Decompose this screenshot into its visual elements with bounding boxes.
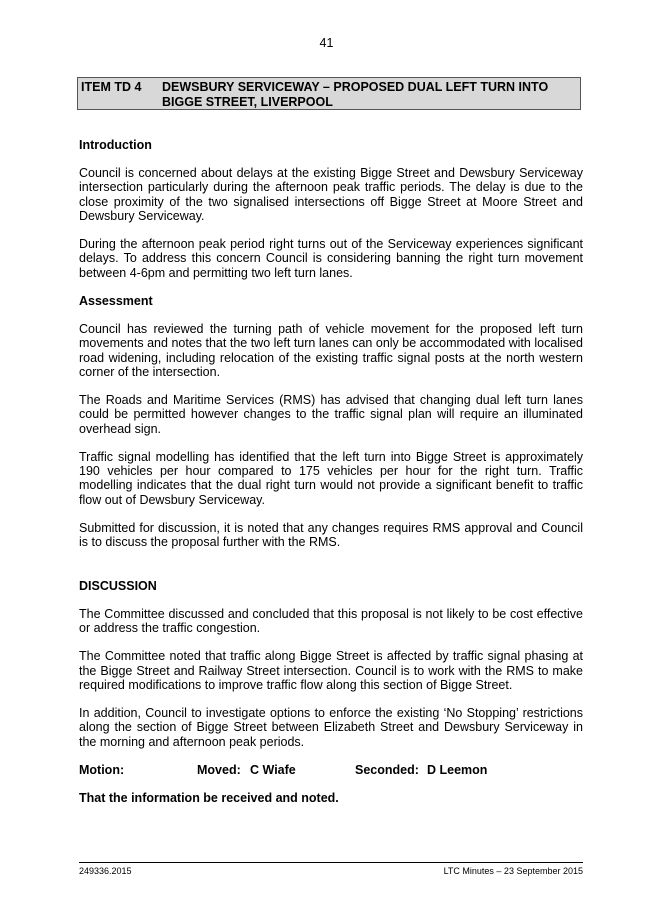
discussion-paragraph: The Committee noted that traffic along Bigge Street is affected by traffic signal phasing at the Bigge Street and Railway Street intersection. Council is to work with the RMS to make required modifications to improve traffic flow along this section of Bigge Street. <box>79 649 583 692</box>
document-body <box>79 138 583 805</box>
assessment-paragraph: Traffic signal modelling has identified that the left turn into Bigge Street is approximately 190 vehicles per hour compared to 175 vehicles per hour for the right turn. Traffic modelling indicates that the dual right turn would not provide a significant benefit to traffic flow out of Dewsbury Serviceway. <box>79 450 583 507</box>
discussion-paragraph: The Committee discussed and concluded that this proposal is not likely to be cost effective or address the traffic congestion. <box>79 606 583 635</box>
assessment-paragraph: Submitted for discussion, it is noted that any changes requires RMS approval and Council is to discuss the proposal further with the RMS. <box>79 521 583 550</box>
page-number: 41 <box>319 36 334 50</box>
seconded-by: D Leemon <box>427 762 488 777</box>
motion-label: Motion: <box>79 762 125 777</box>
assessment-paragraph: The Roads and Maritime Services (RMS) has advised that changing dual left turn lanes could be permitted however changes to the traffic signal plan will require an illuminated overhead sign. <box>79 393 583 436</box>
item-title: DEWSBURY SERVICEWAY – PROPOSED DUAL LEFT TURN INTO BIGGE STREET, LIVERPOOL <box>162 80 549 109</box>
introduction-heading: Introduction <box>79 138 152 152</box>
assessment-paragraph: Council has reviewed the turning path of vehicle movement for the proposed left turn movements and notes that the two left turn lanes can only be accommodated with localised road widening, including relocation of the existing traffic signal posts at the north western corner of the intersection. <box>79 322 583 379</box>
item-code: ITEM TD 4 <box>81 80 142 94</box>
moved-by: C Wiafe <box>250 762 296 777</box>
motion-row <box>79 763 583 778</box>
moved-label: Moved: <box>197 762 241 777</box>
seconded-label: Seconded: <box>355 762 419 777</box>
footer-minutes-ref: LTC Minutes – 23 September 2015 <box>443 866 583 876</box>
introduction-paragraph: Council is concerned about delays at the existing Bigge Street and Dewsbury Serviceway intersection particularly during the afternoon peak traffic periods. The delay is due to the close proximity of the two signalised intersections off Bigge Street at Moore Street and Dewsbury Serviceway. <box>79 166 583 223</box>
item-header-box <box>77 77 581 110</box>
introduction-paragraph: During the afternoon peak period right turns out of the Serviceway experiences significant delays. To address this concern Council is considering banning the right turn movement between 4-6pm and permitting two left turn lanes. <box>79 237 583 280</box>
discussion-paragraph: In addition, Council to investigate options to enforce the existing ‘No Stopping’ restrictions along the section of Bigge Street between Elizabeth Street and Dewsbury Serviceway in the morning and afternoon peak periods. <box>79 706 583 749</box>
resolution-text: That the information be received and noted. <box>79 790 339 805</box>
footer-doc-number: 249336.2015 <box>79 866 132 876</box>
discussion-heading: DISCUSSION <box>79 578 157 593</box>
assessment-heading: Assessment <box>79 294 153 308</box>
footer-divider <box>79 862 583 863</box>
